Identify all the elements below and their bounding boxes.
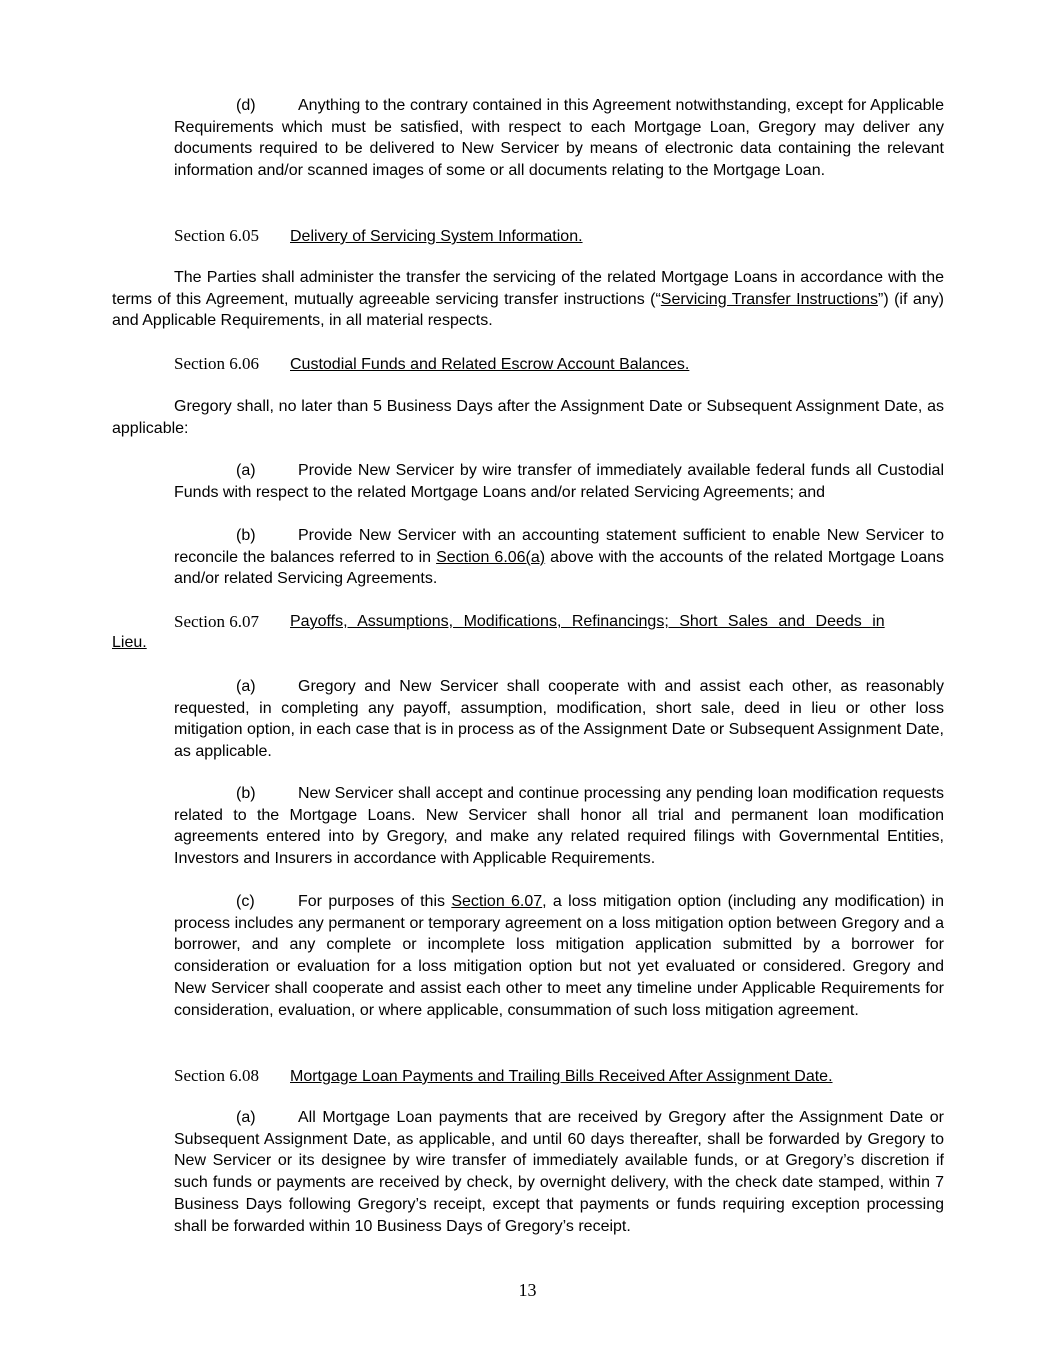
section-6-07-b-text: New Servicer shall accept and continue processing any pending loan modification requests related to the Mortgage Loans. New Servicer shall honor all trial and permanent loan modification agreements entered into by Gregory, and make any related required filings with Governmental Entities, Investors and Insurers in accordance with Applicable Requirements. (174, 785, 944, 868)
section-6-07-a-text: Gregory and New Servicer shall cooperate with and assist each other, as reasonably requested, in completing any payoff, assumption, modification, short sale, deed in lieu or other loss mitigation option, in each case that is in process as of the Assignment Date or Subsequent Assignment Date, as applicable. (174, 678, 944, 761)
section-6-08-a-label: (a) (236, 1109, 256, 1126)
section-6-07-heading (174, 611, 944, 633)
section-6-06-b-post: above with the accounts of the related Mortgage Loans and/or related Servicing Agreements. (174, 548, 945, 588)
section-6-06-a (174, 460, 944, 503)
servicing-transfer-instructions-term: Servicing Transfer Instructions (660, 290, 878, 308)
section-6-05-body-pre: The Parties shall administer the transfer the servicing of the related Mortgage Loans in accordance with the terms of this Agreement, mutually agreeable servicing transfer instructions (“ (112, 269, 944, 308)
section-6-07-c-label: (c) (236, 893, 255, 910)
section-6-08-a-text: All Mortgage Loan payments that are received by Gregory after the Assignment Date or Subsequent Assignment Date, as applicable, and until 60 days thereafter, shall be forwarded by Gregory to New Servicer or its designee by wire transfer of immediately available funds, or at Gregory’s discretion if such funds or payments are received by check, by overnight delivery, with the check date stamped, within 7 Business Days following Gregory’s receipt, except that payments or funds requiring exception processing shall be forwarded within 10 Business Days of Gregory’s receipt. (174, 1109, 944, 1235)
section-6-07-c (174, 891, 944, 1021)
section-6-06-intro: Gregory shall, no later than 5 Business Days after the Assignment Date or Subsequent Assignment Date, as applicable: (112, 398, 944, 437)
section-6-07-c-pre: For purposes of this (298, 893, 452, 910)
section-6-08-title: Mortgage Loan Payments and Trailing Bills Received After Assignment Date. (290, 1068, 833, 1085)
section-6-07-title: Payoffs, Assumptions, Modifications, Refinancings; Short Sales and Deeds in (290, 613, 885, 630)
section-6-07-b (174, 783, 944, 870)
section-6-07-number: Section 6.07 (174, 612, 259, 631)
section-6-06-number: Section 6.06 (174, 354, 259, 373)
section-6-05-title: Delivery of Servicing System Information. (290, 228, 583, 245)
section-6-06-b (174, 525, 944, 590)
section-6-06-heading (174, 353, 944, 376)
section-6-06-a-label: (a) (236, 462, 256, 479)
paragraph-d-text: Anything to the contrary contained in this Agreement notwithstanding, except for Applicable Requirements which must be satisfied, with respect to each Mortgage Loan, Gregory may deliver any documents required to be delivered to New Servicer by means of electronic data containing the relevant information and/or scanned images of some or all documents relating to the Mortgage Loan. (174, 97, 944, 180)
section-6-06-b-pre: Provide New Servicer with an accounting statement sufficient to enable New Servicer to reconcile the balances referred to in (174, 527, 944, 566)
section-6-06a-reference: Section 6.06(a) (436, 548, 546, 566)
section-6-07-b-label: (b) (236, 785, 256, 802)
section-6-06-title: Custodial Funds and Related Escrow Account Balances. (290, 356, 690, 373)
section-6-07-title-continued: Lieu. (112, 634, 147, 651)
paragraph-d (174, 95, 944, 182)
section-6-07-a-label: (a) (236, 678, 256, 695)
section-6-08-heading (174, 1065, 944, 1088)
section-6-05-body-post: ”) (if any) and Applicable Requirements, in all material respects. (112, 290, 945, 330)
section-6-05-heading (174, 225, 944, 248)
section-6-05-number: Section 6.05 (174, 226, 259, 245)
section-6-06-b-label: (b) (236, 527, 256, 544)
paragraph-d-label: (d) (236, 97, 256, 114)
section-6-08-a (174, 1107, 944, 1237)
section-6-08-number: Section 6.08 (174, 1066, 259, 1085)
section-6-06-a-text: Provide New Servicer by wire transfer of immediately available federal funds all Custodial Funds with respect to the related Mortgage Loans and/or related Servicing Agreements; and (174, 462, 944, 501)
section-6-07-c-post: , a loss mitigation option (including any modification) in process includes any permanent or temporary agreement on a loss mitigation option between Gregory and a borrower, and any complete or incomplete loss mitigation application submitted by a borrower for consideration or evaluation for a loss mitigation option but not yet evaluated or considered. Gregory and New Servicer shall cooperate and assist each other to meet any timeline under Applicable Requirements for consideration, evaluation, or where applicable, consummation of such loss mitigation agreement. (174, 893, 945, 1019)
section-6-07-a (174, 676, 944, 763)
section-6-05-body (112, 267, 944, 332)
section-6-07-reference: Section 6.07 (451, 893, 543, 910)
page-number: 13 (518, 1280, 537, 1300)
